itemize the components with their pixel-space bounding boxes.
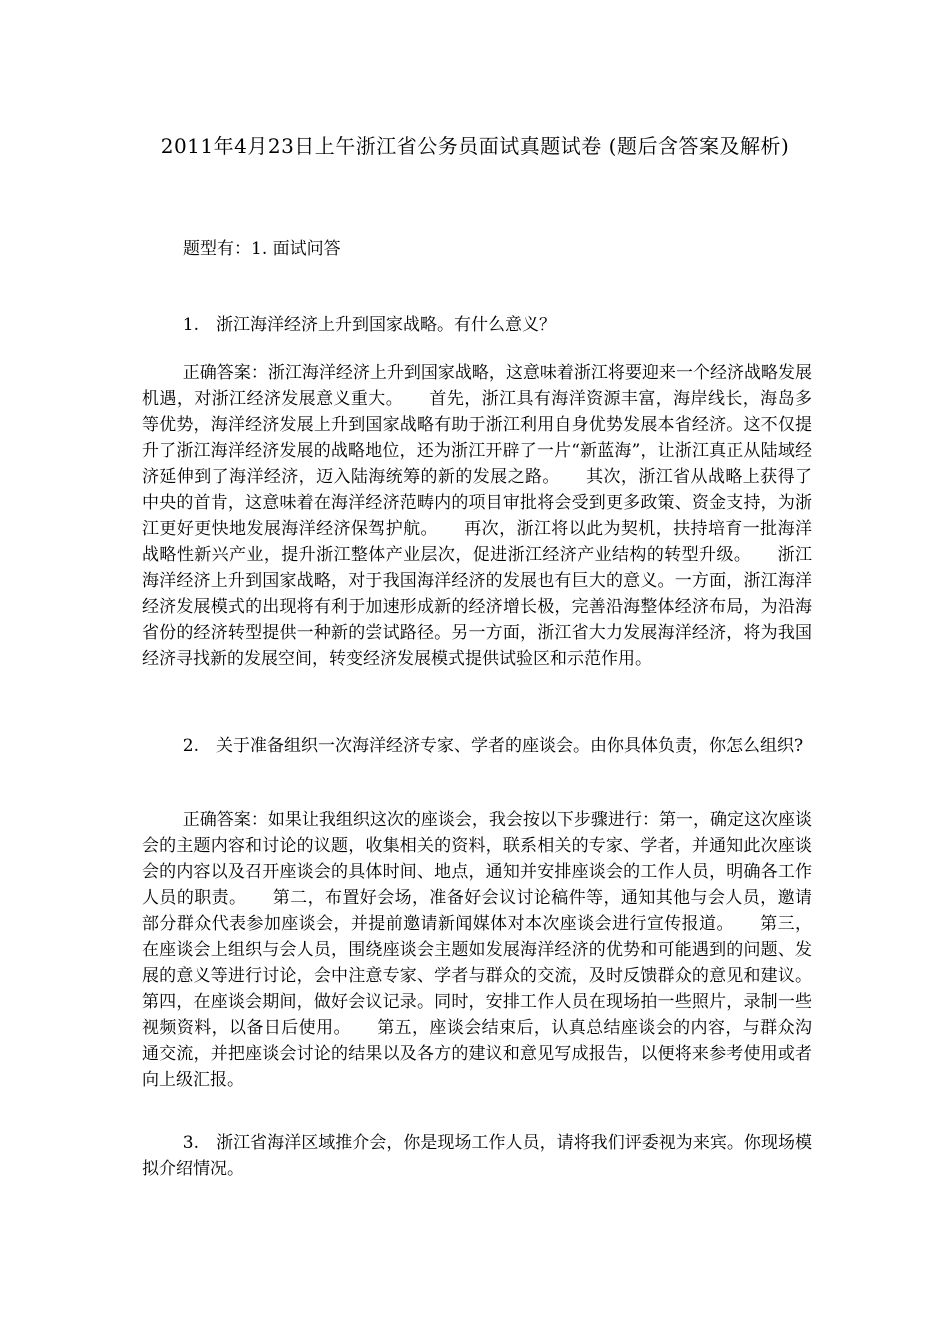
answer-2: 正确答案：如果让我组织这次的座谈会，我会按以下步骤进行：第一，确定这次座谈会的主题内容和讨论的议题，收集相关的资料，联系相关的专家、学者，并通知此次座谈会的内容以及召开座谈会的具体时间、地点，通知并安排座谈会的工作人员，明确各工作人员的职责。 第二，布置好会场，准备好会议讨论稿件等，通知其他与会人员，邀请部分群众代表参加座谈会，并提前邀请新闻媒体对本次座谈会进行宣传报道。 第三，在座谈会上组织与会人员，围绕座谈会主题如发展海洋经济的优势和可能遇到的问题、发展的意义等进行讨论，会中注意专家、学者与群众的交流，及时反馈群众的意见和建议。第四，在座谈会期间，做好会议记录。同时，安排工作人员在现场拍一些照片，录制一些视频资料，以备日后使用。 第五，座谈会结束后，认真总结座谈会的内容，与群众沟通交流，并把座谈会讨论的结果以及各方的建议和意见写成报告，以便将来参考使用或者向上级汇报。 bbox=[142, 810, 812, 1090]
question-1: 1. 浙江海洋经济上升到国家战略。有什么意义？ bbox=[182, 315, 557, 335]
question-2: 2. 关于准备组织一次海洋经济专家、学者的座谈会。由你具体负责，你怎么组织? bbox=[182, 736, 804, 756]
question-3: 3. 浙江省海洋区域推介会，你是现场工作人员，请将我们评委视为来宾。你现场模拟介绍情况。 bbox=[142, 1133, 812, 1179]
answer-1: 正确答案：浙江海洋经济上升到国家战略，这意味着浙江将要迎来一个经济战略发展机遇，对浙江经济发展意义重大。 首先，浙江具有海洋资源丰富，海岸线长，海岛多等优势，海洋经济发展上升到国家战略有助于浙江利用自身优势发展本省经济。这不仅提升了浙江海洋经济发展的战略地位，还为浙江开辟了一片“新蓝海”，让浙江真正从陆域经济延伸到了海洋经济，迈入陆海统筹的新的发展之路。 其次，浙江省从战略上获得了中央的首肯，这意味着在海洋经济范畴内的项目审批将会受到更多政策、资金支持，为浙江更好更快地发展海洋经济保驾护航。 再次，浙江将以此为契机，扶持培育一批海洋战略性新兴产业，提升浙江整体产业层次，促进浙江经济产业结构的转型升级。 浙江海洋经济上升到国家战略，对于我国海洋经济的发展也有巨大的意义。一方面，浙江海洋经济发展模式的出现将有利于加速形成新的经济增长极，完善沿海整体经济布局，为沿海省份的经济转型提供一种新的尝试路径。另一方面，浙江省大力发展海洋经济，将为我国经济寻找新的发展空间，转变经济发展模式提供试验区和示范作用。 bbox=[142, 363, 812, 669]
document-title: 2011年4月23日上午浙江省公务员面试真题试卷 (题后含答案及解析) bbox=[160, 134, 790, 158]
question-types: 题型有：1. 面试问答 bbox=[183, 239, 341, 259]
